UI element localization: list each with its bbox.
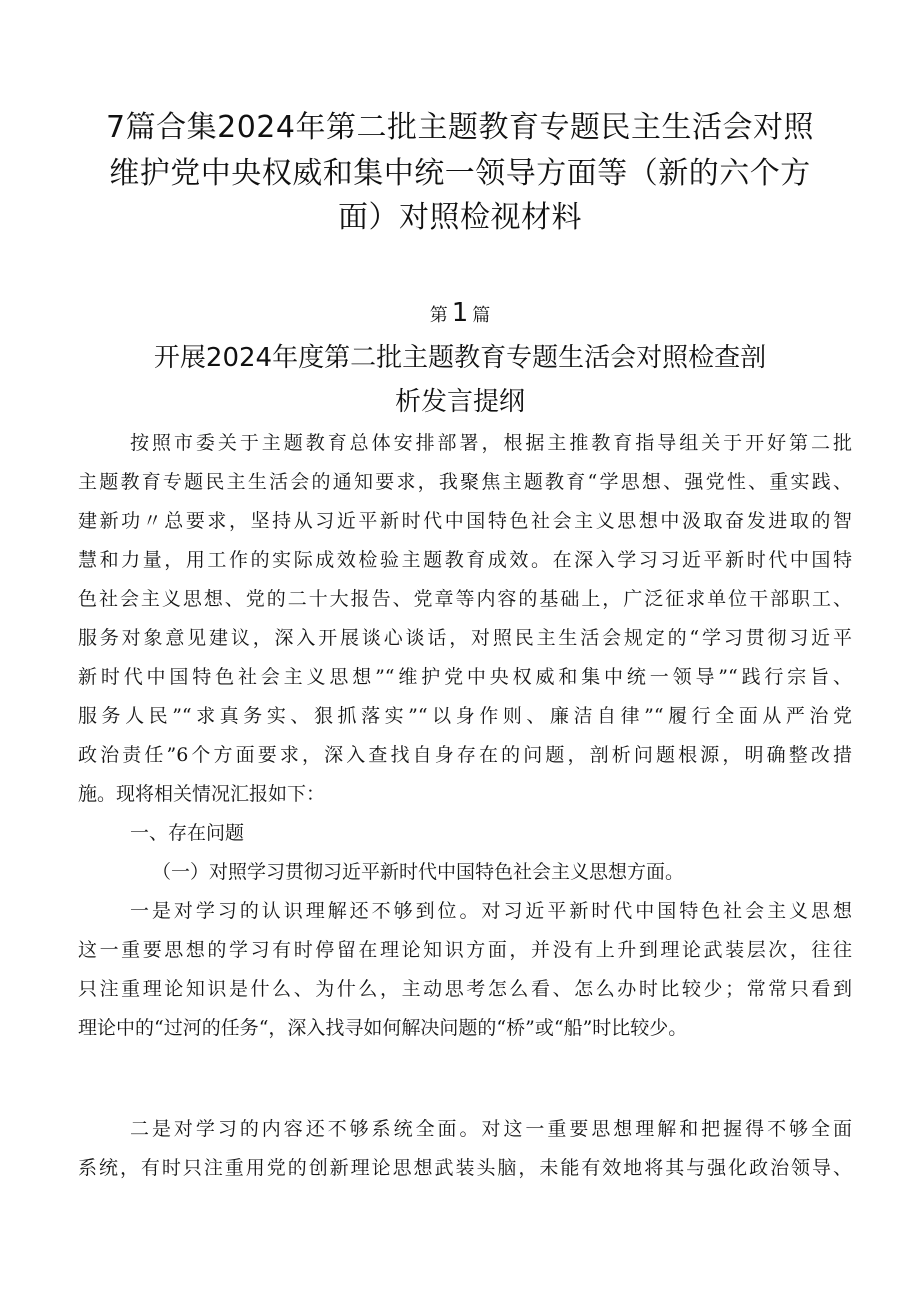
- paragraph-1-line: 按照市委关于主题教育总体安排部署，根据主推教育指导组关于开好第二批: [130, 432, 852, 454]
- subsection-heading: （一）对照学习贯彻习近平新时代中国特色社会主义思想方面。: [152, 861, 685, 883]
- paragraph-1-line: 服务人民”“求真务实、狠抓落实”“以身作则、廉洁自律”“履行全面从严治党: [78, 705, 852, 727]
- paragraph-2-line: 理论中的“过河的任务“，深入找寻如何解决问题的“桥”或“船”时比较少。: [78, 1017, 688, 1039]
- part-label-suffix: 篇: [472, 305, 491, 326]
- sub-title-line-1: 开展2024年度第二批主题教育专题生活会对照检查剖: [153, 343, 767, 373]
- paragraph-2-line: 只注重理论知识是什么、为什么，主动思考怎么看、怎么办时比较少；常常只看到: [78, 978, 852, 1000]
- paragraph-1-line: 慧和力量，用工作的实际成效检验主题教育成效。在深入学习习近平新时代中国特: [78, 549, 852, 571]
- paragraph-3-line: 二是对学习的内容还不够系统全面。对这一重要思想理解和把握得不够全面: [130, 1118, 852, 1140]
- sub-title-line-2: 析发言提纲: [394, 387, 525, 417]
- main-title-line-3: 面）对照检视材料: [338, 200, 582, 235]
- paragraph-1-line: 建新功〃总要求，坚持从习近平新时代中国特色社会主义思想中汲取奋发进取的智: [78, 510, 852, 532]
- paragraph-1-line: 服务对象意见建议，深入开展谈心谈话，对照民主生活会规定的“学习贯彻习近平: [78, 627, 852, 649]
- paragraph-2-line: 一是对学习的认识理解还不够到位。对习近平新时代中国特色社会主义思想: [130, 900, 852, 922]
- paragraph-1-line: 主题教育专题民主生活会的通知要求，我聚焦主题教育“学思想、强党性、重实践、: [78, 471, 852, 493]
- part-label-prefix: 第: [429, 305, 448, 326]
- paragraph-1-line: 色社会主义思想、党的二十大报告、党章等内容的基础上，广泛征求单位干部职工、: [78, 588, 852, 610]
- paragraph-1-line: 政治责任”6个方面要求，深入查找自身存在的问题，剖析问题根源，明确整改措: [78, 744, 852, 766]
- main-title-line-1: 7篇合集2024年第二批主题教育专题民主生活会对照: [106, 110, 814, 145]
- section-heading: 一、存在问题: [130, 822, 245, 844]
- paragraph-2-line: 这一重要思想的学习有时停留在理论知识方面，并没有上升到理论武装层次，往往: [78, 939, 852, 961]
- paragraph-3-line: 系统，有时只注重用党的创新理论思想武装头脑，未能有效地将其与强化政治领导、: [78, 1157, 852, 1179]
- paragraph-1-line: 施。现将相关情况汇报如下：: [78, 783, 326, 805]
- part-label: [0, 296, 920, 333]
- part-number: 1: [451, 298, 469, 328]
- main-title-line-2: 维护党中央权威和集中统一领导方面等（新的六个方: [109, 156, 811, 191]
- paragraph-1-line: 新时代中国特色社会主义思想”“维护党中央权威和集中统一领导”“践行宗旨、: [78, 666, 852, 688]
